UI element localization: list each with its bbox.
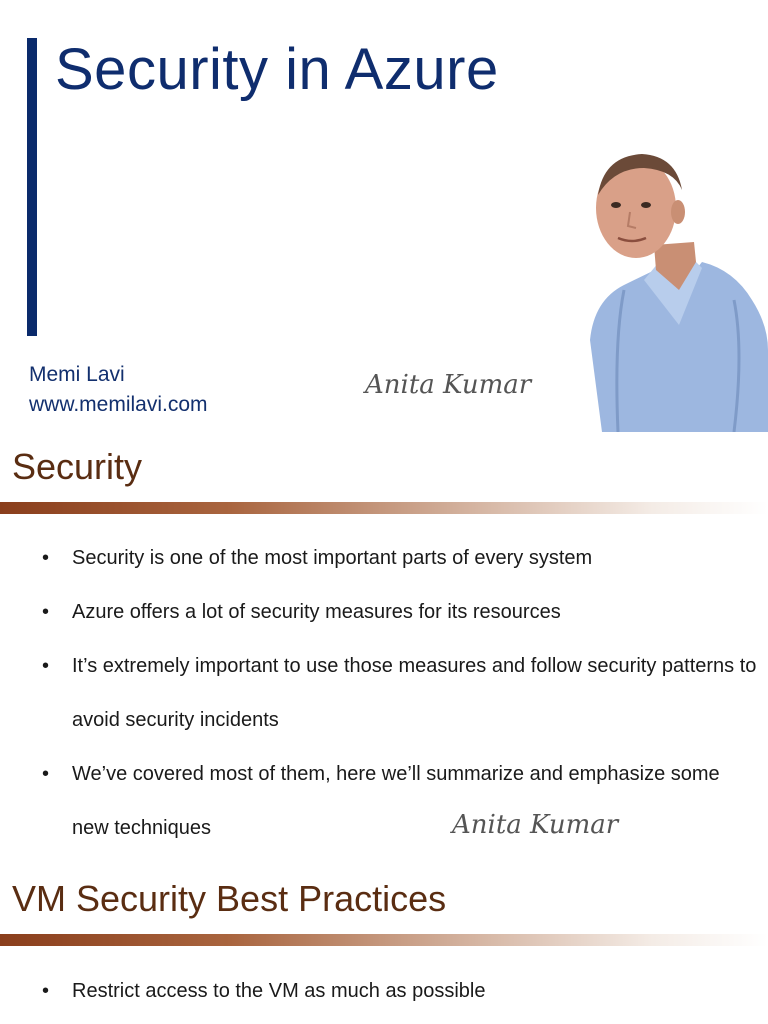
author-photo xyxy=(584,150,768,432)
list-item: • It’s extremely important to use those measures and follow security patterns to avoid security incidents xyxy=(40,639,760,747)
list-item: • Restrict access to the VM as much as possible xyxy=(40,964,760,1018)
heading-divider xyxy=(0,934,768,946)
vm-bullet-list xyxy=(40,964,760,1018)
list-item: • Azure offers a lot of security measures for its resources xyxy=(40,585,760,639)
author-website: www.memilavi.com xyxy=(29,393,208,416)
author-name: Memi Lavi xyxy=(29,363,125,386)
list-item: • We’ve covered most of them, here we’ll summarize and emphasize some new techniques xyxy=(40,747,760,855)
title-accent-bar xyxy=(27,38,37,336)
signature-watermark: Anita Kumar xyxy=(365,370,532,400)
section-heading-security: Security xyxy=(12,446,143,487)
page-title: Security in Azure xyxy=(55,37,499,102)
signature-watermark: Anita Kumar xyxy=(452,810,619,840)
heading-divider xyxy=(0,502,768,514)
security-bullet-list xyxy=(40,531,760,855)
section-heading-vm-security: VM Security Best Practices xyxy=(12,878,447,919)
list-item: • Security is one of the most important parts of every system xyxy=(40,531,760,585)
author-block xyxy=(29,360,208,420)
